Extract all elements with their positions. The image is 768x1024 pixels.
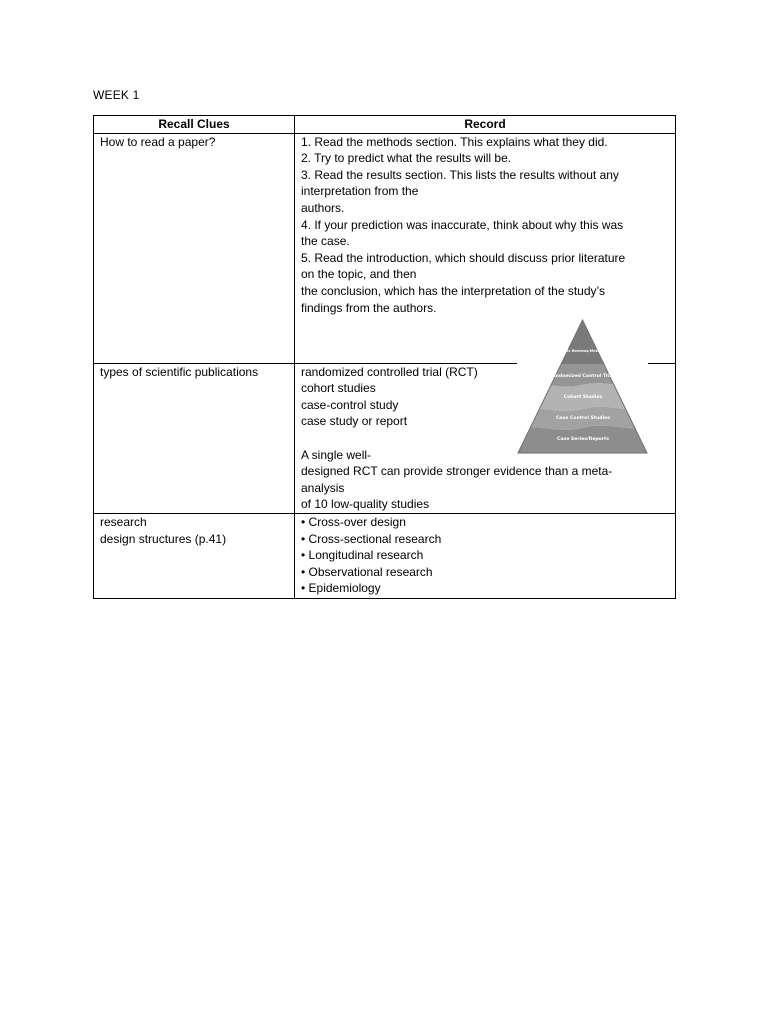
record-line: 2. Try to predict what the results will be. xyxy=(301,151,512,166)
pyramid-label: Case Control Studies xyxy=(556,416,610,421)
clue-line: research xyxy=(100,514,147,529)
pyramid-level-1 xyxy=(517,318,648,364)
clue-line: design structures (p.41) xyxy=(100,531,227,546)
record-line: case-control study xyxy=(301,397,399,412)
evidence-pyramid-image xyxy=(517,318,648,455)
evidence-pyramid-graphic xyxy=(517,318,648,455)
record-line: 5. Read the introduction, which should discuss prior literature xyxy=(301,250,626,265)
record-line: cohort studies xyxy=(301,381,376,396)
record-line: designed RCT can provide stronger evidence than a meta- xyxy=(301,464,613,479)
table-row xyxy=(94,513,676,598)
record-line: on the topic, and then xyxy=(301,267,417,282)
record-line: of 10 low-quality studies xyxy=(301,497,430,512)
record-line: • Cross-over design xyxy=(301,514,406,529)
record-line: the case. xyxy=(301,234,350,249)
pyramid-label: Randomized Control Trials xyxy=(549,374,617,379)
header-record: Record xyxy=(295,116,676,134)
record-line: the conclusion, which has the interpretation of the study’s xyxy=(301,283,605,298)
page-heading: WEEK 1 xyxy=(93,88,140,102)
recall-clue-cell xyxy=(94,363,295,513)
record-cell xyxy=(295,513,676,598)
record-line: A single well- xyxy=(301,447,372,462)
record-line: 1. Read the methods section. This explains what they did. xyxy=(301,134,608,149)
pyramid-label: Cohort Studies xyxy=(563,395,603,400)
record-line: findings from the authors. xyxy=(301,300,437,315)
record-line: 3. Read the results section. This lists the results without any xyxy=(301,167,619,182)
record-line: case study or report xyxy=(301,414,408,429)
clue-line: types of scientific publications xyxy=(100,364,259,379)
table-header-row xyxy=(94,116,676,134)
clue-line: How to read a paper? xyxy=(100,134,216,149)
record-line: • Observational research xyxy=(301,564,433,579)
pyramid-label: Systematic Reviews/Meta Analysis xyxy=(548,349,618,353)
pyramid-label: Case Series/Reports xyxy=(556,437,610,442)
record-line: • Longitudinal research xyxy=(301,548,424,563)
header-recall-clues: Recall Clues xyxy=(94,116,295,134)
recall-clue-cell xyxy=(94,513,295,598)
recall-clue-cell xyxy=(94,133,295,363)
record-line: analysis xyxy=(301,480,345,495)
record-line: • Epidemiology xyxy=(301,581,381,596)
record-line: 4. If your prediction was inaccurate, think about why this was xyxy=(301,217,624,232)
record-line: interpretation from the xyxy=(301,184,419,199)
record-line: authors. xyxy=(301,200,345,215)
record-line: • Cross-sectional research xyxy=(301,531,442,546)
record-line: randomized controlled trial (RCT) xyxy=(301,364,478,379)
